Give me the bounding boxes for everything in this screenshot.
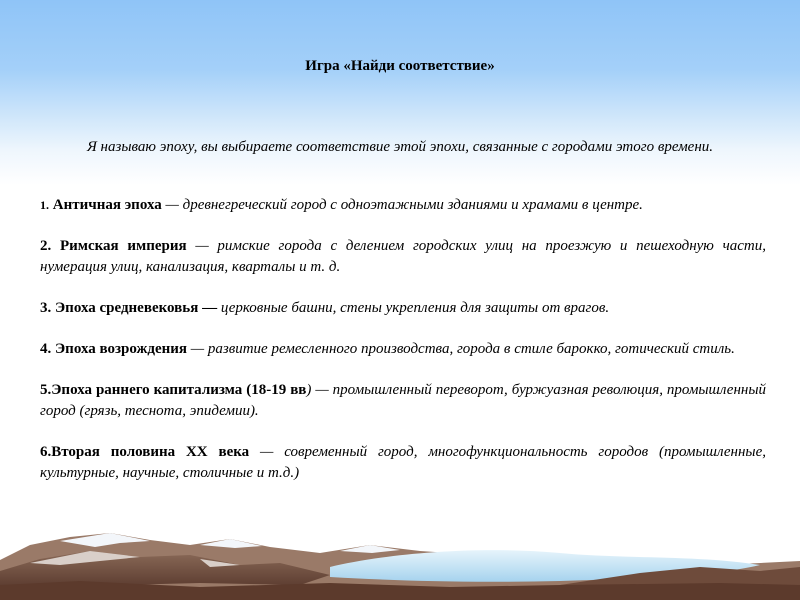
epoch-description: — развитие ремесленного производства, города в стиле барокко, готический стиль.	[187, 341, 735, 357]
epoch-name: Античная эпоха	[49, 197, 162, 213]
epoch-name: Эпоха раннего капитализма (18-19 вв	[51, 382, 307, 398]
epoch-description: — римские города с делением городских улиц на проезжую и пешеходную части, нумерация улиц, канализация, кварталы и т. д.	[40, 238, 766, 275]
slide-title: Игра «Найди соответствие»	[305, 58, 495, 74]
epoch-description: — современный город, многофункциональность городов (промышленные, культурные, научные, столичные и т.д.)	[40, 444, 766, 481]
epoch-number: 6.	[40, 444, 52, 460]
epoch-number: 2.	[40, 238, 52, 254]
epoch-number: 4.	[40, 341, 52, 357]
epoch-description: ) — промышленный переворот, буржуазная революция, промышленный город (грязь, теснота, эпидемии).	[40, 382, 766, 419]
epoch-list	[40, 195, 766, 504]
epoch-name: Вторая половина XX века	[51, 444, 250, 460]
epoch-name: Эпоха средневековья —	[51, 300, 218, 316]
epoch-description: церковные башни, стены укрепления для защиты от врагов.	[217, 300, 610, 316]
epoch-item-1	[40, 195, 766, 216]
epoch-item-2	[40, 236, 766, 278]
epoch-item-5	[40, 380, 766, 422]
epoch-name: Эпоха возрождения	[51, 341, 188, 357]
epoch-item-6	[40, 442, 766, 484]
epoch-description: — древнегреческий город с одноэтажными зданиями и храмами в центре.	[161, 197, 643, 213]
epoch-name: Римская империя	[51, 238, 187, 254]
epoch-item-4	[40, 339, 766, 360]
epoch-item-3	[40, 298, 766, 319]
epoch-number: 1.	[40, 198, 49, 212]
mountain-landscape-illustration	[0, 515, 800, 600]
epoch-number: 3.	[40, 300, 52, 316]
slide-subtitle: Я называю эпоху, вы выбираете соответствие этой эпохи, связанные с городами этого времени.	[86, 139, 714, 155]
epoch-number: 5.	[40, 382, 52, 398]
